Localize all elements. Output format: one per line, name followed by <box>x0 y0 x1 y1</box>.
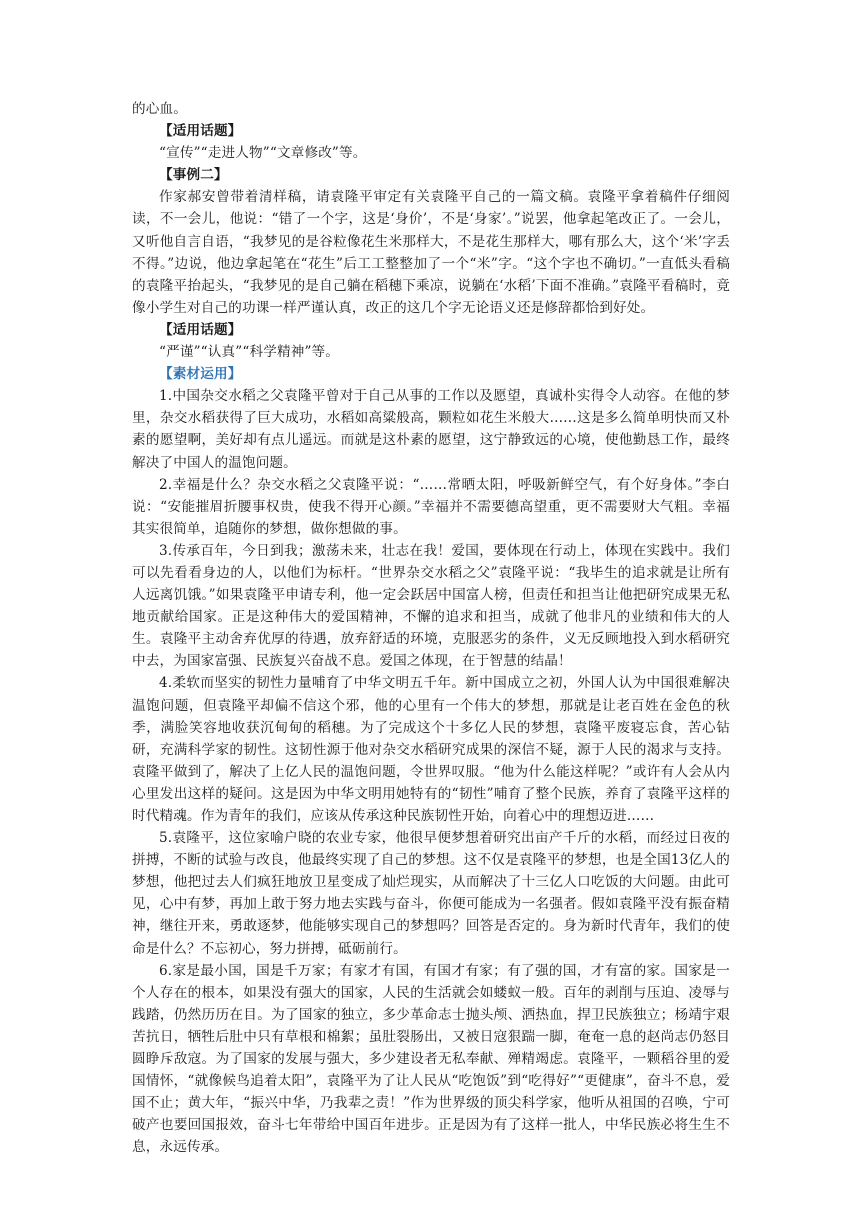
topic-heading-2: 【适用话题】 <box>159 321 242 338</box>
lead-fragment: 的心血。 <box>132 101 187 117</box>
document-page <box>132 98 730 1159</box>
example-text: 作家郝安曾带着清样稿，请袁隆平审定有关袁隆平自己的一篇文稿。袁隆平拿着稿件仔细阅读，不一会儿，他说：“错了一个字，这是‘身价’，不是‘身家’。”说罢，他拿起笔改正了。一会儿，又听他自言自语，“我梦见的是谷粒像花生米那样大，不是花生那样大，哪有那么大，这个‘米’字丢不得。”边说，他边拿起笔在“花生”后工工整整加了一个“米”字。“这个字也不确切。”一直低头看稿的袁隆平抬起头，“我梦见的是自己躺在稻穗下乘凉，说躺在‘水稻’下面不准确。”袁隆平看稿时，竟像小学生对自己的功课一样严谨认真，改正的这几个字无论语义还是修辞都恰到好处。 <box>132 189 730 316</box>
usage-paragraph-4: 4.柔软而坚实的韧性力量哺育了中华文明五千年。新中国成立之初，外国人认为中国很难解决温饱问题，但袁隆平却偏不信这个邪，他的心里有一个伟大的梦想，那就是让老百姓在金色的秋季，满脸笑容地收获沉甸甸的稻穗。为了完成这个十多亿人民的梦想，袁隆平废寝忘食，苦心钻研，充满科学家的韧性。这韧性源于他对杂交水稻研究成果的深信不疑，源于人民的渴求与支持。袁隆平做到了，解决了上亿人民的温饱问题，令世界叹服。“他为什么能这样呢？”或许有人会从内心里发出这样的疑问。这是因为中华文明用她特有的“韧性”哺育了整个民族，养育了袁隆平这样的时代精魂。作为青年的我们，应该从传承这种民族韧性开始，向着心中的理想迈进…… <box>132 675 730 824</box>
usage-paragraph-3: 3.传承百年，今日到我；激荡未来，壮志在我！爱国，要体现在行动上，体现在实践中。我们可以先看看身边的人，以他们为标杆。“世界杂交水稻之父”袁隆平说：“我毕生的追求就是让所有人远离饥饿。”如果袁隆平申请专利，他一定会跃居中国富人榜，但责任和担当让他把研究成果无私地贡献给国家。正是这种伟大的爱国精神，不懈的追求和担当，成就了他非凡的业绩和伟大的人生。袁隆平主动舍弃优厚的待遇，放弃舒适的环境，克服恶劣的条件，义无反顾地投入到水稻研究中去，为国家富强、民族复兴奋战不息。爱国之体现，在于智慧的结晶！ <box>132 542 730 670</box>
example-heading: 【事例二】 <box>159 167 228 184</box>
topic-text-1: “宣传”“走进人物”“文章修改”等。 <box>159 145 367 162</box>
usage-paragraph-2: 2.幸福是什么？杂交水稻之父袁隆平说：“……常晒太阳，呼吸新鲜空气，有个好身体。”李白说：“安能摧眉折腰事权贵，使我不得开心颜。”幸福并不需要德高望重，更不需要财大气粗。幸福其实很简单，追随你的梦想，做你想做的事。 <box>132 476 730 537</box>
usage-paragraph-1: 1.中国杂交水稻之父袁隆平曾对于自己从事的工作以及愿望，真诚朴实得令人动容。在他的梦里，杂交水稻获得了巨大成功，水稻如高粱般高，颗粒如花生米般大……这是多么简单明快而又朴素的愿望啊，美好却有点儿遥远。而就是这朴素的愿望，这宁静致远的心境，使他勤恳工作，最终解决了中国人的温饱问题。 <box>132 388 730 471</box>
topic-text-2: “严谨”“认真”“科学精神”等。 <box>159 344 340 361</box>
usage-heading: 【素材运用】 <box>159 366 242 383</box>
topic-heading-1: 【适用话题】 <box>159 123 242 140</box>
usage-paragraph-6: 6.家是最小国，国是千万家；有家才有国，有国才有家；有了强的国，才有富的家。国家是一个人存在的根本，如果没有强大的国家，人民的生活就会如蝼蚁一般。百年的剥削与压迫、凌辱与践踏，仍然历历在目。为了国家的独立，多少革命志士抛头颅、洒热血，捍卫民族独立；杨靖宇艰苦抗日，牺牲后肚中只有草根和棉絮；虽肚裂肠出，又被日寇狠踹一脚，奄奄一息的赵尚志仍怒目圆睁斥敌寇。为了国家的发展与强大，多少建设者无私奉献、殚精竭虑。袁隆平，一颗稻谷里的爱国情怀，“就像候鸟追着太阳”，袁隆平为了让人民从“吃饱饭”到“吃得好”“更健康”，奋斗不息，爱国不止；黄大年，“振兴中华，乃我辈之责！”作为世界级的顶尖科学家，他听从祖国的召唤，宁可破产也要回国报效，奋斗七年带给中国百年进步。正是因为有了这样一批人，中华民族必将生生不息，永远传承。 <box>132 962 730 1156</box>
usage-paragraph-5: 5.袁隆平，这位家喻户晓的农业专家，他很早便梦想着研究出亩产千斤的水稻，而经过日夜的拼搏，不断的试验与改良，他最终实现了自己的梦想。这不仅是袁隆平的梦想，也是全国13亿人的梦想，他把过去人们疯狂地放卫星变成了灿烂现实，从而解决了十三亿人口吃饭的大问题。由此可见，心中有梦，再加上敢于努力地去实践与奋斗，你便可能成为一名强者。假如袁隆平没有振奋精神，继往开来，勇敢逐梦，他能够实现自己的梦想吗？回答是否定的。身为新时代青年，我们的使命是什么？不忘初心，努力拼搏，砥砺前行。 <box>132 830 730 957</box>
